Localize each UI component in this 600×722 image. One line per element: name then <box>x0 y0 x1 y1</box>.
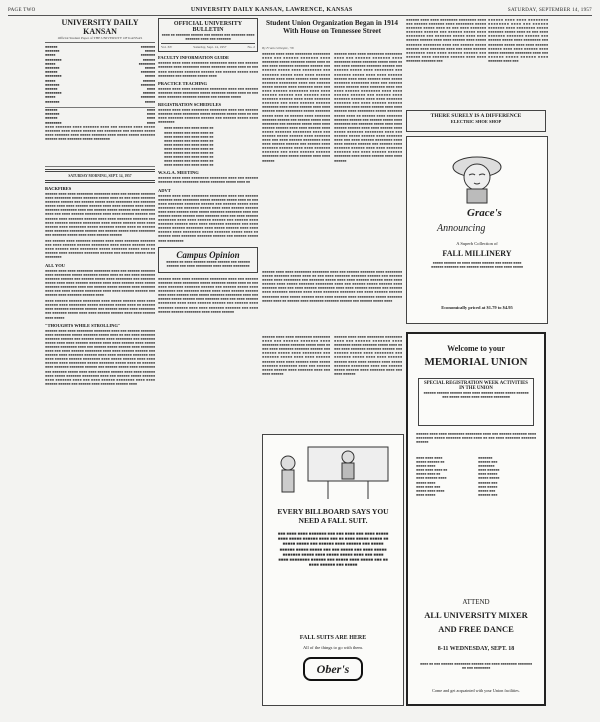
bulletin-section-registration: REGISTRATION SCHEDULES <box>158 102 222 108</box>
billboard-sub: All of the things to go with them. <box>303 645 363 650</box>
obers-billboard-ad: EVERY BILLBOARD SAYS YOU NEED A FALL SUIT. ■■■ ■■■■ ■■■■ ■■■■■■■ ■■■ ■■■ ■■■■ ■■■ ■■■■ ■■■■■ ■■■■ ■■■■■ ■■■■■■ ■■■■ ■■■ ■■ ■■■■ ■■■■■ ■■■■■ ■■ ■■■■■ ■■■■■ ■■■ ■■■■■■ ■■■■ ■■■■■■ ■■■ ■■■■■ ■■■■■■ ■■■■■ ■■■■■ ■■■ ■■■ ■■■■■ ■■■ ■■■■ ■■■■■ ■■■■■■■ ■■■■■ ■■■■ ■■■■■ ■■■■■ ■■■■ ■■■ ■■■■ ■■■■ ■■■■■■■■ ■■■■■■ ■■■ ■■■■■ ■■■■ ■■■■■ ■■■ ■■ ■■■■ ■■■■■■ ■■■ ■■■■■ FALL SUITS ARE HERE All of the things to go with them. Ober's <box>262 434 404 706</box>
shoe-ad-line2: ELECTRIC SHOE SHOP <box>450 119 502 124</box>
union-mixer: ALL UNIVERSITY MIXER <box>424 610 528 620</box>
story-continuation: ■■■■■■ ■■■■ ■■■■ ■■■■■■■■ ■■■■■■■■ ■■■■ ■■■ ■■■■■■ ■■■■■■■ ■■■■ ■■■■■■■■ ■■■■■ ■■■■■■■ ■■■■■ ■■■■ ■■ ■■■ ■■■■ ■■■■■■■ ■■■■■■■ ■■■■■■ ■■■ ■■■■■■ ■■■■■ ■■■■ ■■■■■■■■ ■■■ ■■■■■■■ ■■■■■ ■■■■ ■■■■ ■■■■■■ ■■■■■■ ■■■■ ■■■■ ■■■■■■ ■■■■ ■■■■■ ■■■■■■■ ■■■■■■■■ ■■■■ ■■■ ■■■■■■ ■■■■■ ■■■■■■ ■■■■ ■■■■■■■ ■■■■ ■■■ ■■■■ ■■■■■■ ■■■■■■■■ ■■■■ ■■■■ ■■■■■■ ■■■■■■ ■■■ ■■■■■■ ■■■■ ■■■■■■■ ■■■■■■ ■■■■ ■■■■ ■■■■■■■ ■■■■■■■ ■■■ <box>406 18 486 63</box>
billboard-illustration <box>268 441 398 501</box>
story-lower: ■■■■■■ ■■■■ ■■■■ ■■■■■■■■ ■■■■■■■■ ■■■■ ■■■ ■■■■■■ ■■■■■■■ ■■■■ ■■■■■■■■ ■■■■■ ■■■■■■■ ■■■■■ ■■■■ ■■ ■■■ ■■■■ ■■■■■■■ ■■■■■■■ ■■■■■■ ■■■ ■■■■■■ ■■■■■ ■■■■ ■■■■■■■■ ■■■ ■■■■■■■ ■■■■■ ■■■■ ■■■■ ■■■■■■ ■■■■■■ ■■■■ ■■■■ ■■■■■■ ■■■■ ■■■■■ ■■■■■■■ ■■■■■■■■ ■■■■ ■■■ ■■■■■■ ■■■■■ ■■■■■■ ■■■■ ■■■■■■■ ■■■■ ■■■ ■■■■ ■■■■■■ ■■■■■■ ■■■■ ■■■■ ■■■■■■■■ ■■■■■■■■ ■■■■ ■■■ ■■■■■■ ■■■■■■■ ■■■■ ■■■■■■■■ ■■■■■ ■■■■■■■ ■■■■■ ■■■■ ■■ ■■■ ■■■■ ■■■■■■■ ■■■■■■■ ■■■■■■ ■■■ ■■■■■■ ■■■■■ ■■■■ ■■■■■■■■ ■■■ ■■■■■■■ ■■■■■ ■■■■ ■■■■ ■■■■■■ ■■■■■■ ■■■■ ■■■■ ■■■■■■ ■■■■ ■■■■■ ■■■■■■■ ■■■■■■■■ ■■■■ ■■■ ■■■■■■ ■■■■■ ■■■■■■ ■■■■ ■■■■■■■ ■■■■ ■■■ ■■■■ ■■■■■■ <box>262 335 402 376</box>
union-dance: AND FREE DANCE <box>438 624 514 634</box>
union-special-box: SPECIAL REGISTRATION WEEK ACTIVITIES IN THE UNION ■■■■■■ ■■■■■■ ■■■■■■ ■■■■ ■■■■ ■■■■■■ ■■■■■ ■■■■■ ■■■■■■ ■■■ ■■■■■ ■■■■■ ■■■■ ■■■■■■ ■■■■■■■■ <box>418 378 534 426</box>
editorial-heading-thoughts: "THOUGHTS WHILE STROLLING" <box>45 322 121 328</box>
bulletin-date: Saturday, Sept. 14, 1957 <box>193 45 227 50</box>
campus-opinion-title: Campus Opinion <box>176 249 240 260</box>
billboard-headline: EVERY BILLBOARD SAYS YOU NEED A FALL SUIT. <box>277 507 389 525</box>
union-special: SPECIAL REGISTRATION WEEK ACTIVITIES IN THE UNION <box>424 381 528 391</box>
story-continuation-2: ■■■■■■ ■■■■ ■■■■ ■■■■■■■■ ■■■■■■■■ ■■■■ ■■■ ■■■■■■ ■■■■■■■ ■■■■ ■■■■■■■■ ■■■■■ ■■■■■■■ ■■■■■ ■■■■ ■■ ■■■ ■■■■ ■■■■■■■ ■■■■■■■ ■■■■■■ ■■■ ■■■■■■ ■■■■■ ■■■■ ■■■■■■■■ ■■■ ■■■■■■■ ■■■■■ ■■■■ ■■■■ ■■■■■■ ■■■■■■ ■■■■ ■■■■ ■■■■■■ ■■■■ ■■■■■ ■■■■■■■ ■■■■■■■■ ■■■■ ■■■ ■■■■■■ ■■■■■ ■■■■■■ ■■■■ ■■■■■■■ ■■■■ ■■■ <box>488 18 548 63</box>
story-column: By Frank Gillespie, '58 ■■■■■■ ■■■■ ■■■■ ■■■■■■■■ ■■■■■■■■ ■■■■ ■■■ ■■■■■■ ■■■■■■■ ■■■■ ■■■■■■■■ ■■■■■ ■■■■■■■ ■■■■■ ■■■■ ■■ ■■■ ■■■■ ■■■■■■■ ■■■■■■■ ■■■■■■ ■■■ ■■■■■■ ■■■■■ ■■■■ ■■■■■■■■ ■■■ ■■■■■■■ ■■■■■ ■■■■ ■■■■ ■■■■■■ ■■■■■■ ■■■■ ■■■■ ■■■■■■ ■■■■ ■■■■■ ■■■■■■■ ■■■■■■■■ ■■■■ ■■■ ■■■■■■ ■■■■■ ■■■■■■ ■■■■ ■■■■■■■ ■■■■ ■■■ ■■■■ ■■■■■■ ■■■■■■■■ ■■■■ ■■■■ ■■■■■■ ■■■■■■ ■■■ ■■■■■■ ■■■■ ■■■■■■■ ■■■■■■ ■■■■ ■■■■ ■■■■■■■ ■■■■■■■ ■■■ ■■■■ ■■■■■■ ■■■■■■ ■■■■■■■■ ■■■■ ■■■■■ ■■■■■■ ■■■■ ■■■■ ■■■■■■ ■■■■ ■■■■■■■■ ■■■■■ ■■■■■■■ ■■■■■ ■■■■ ■■ ■■■■■■ ■■■■ ■■■■■■■ ■■■■■■■ ■■■■■■ ■■■ ■■■■■■ ■■■■■ ■■■■ ■■■■■■■■ ■■■ ■■■■■■■ ■■■■■ ■■■■ ■■■■ ■■■■■■ ■■■■■■ ■■■■ ■■■■ ■■■■■■ ■■■■ ■■■■■ ■■■■■■■ ■■■■■■■■ ■■■■ ■■■ ■■■■■■ ■■■■■ ■■■■■■ ■■■■ ■■■■■■■ ■■■■ ■■■ ■■■■ ■■■■■■ ■■■■■■■■ ■■■■ ■■■■ ■■■■■■ ■■■■■■ ■■■ ■■■■■■ ■■■■ ■■■■■■■ ■■■■■■ ■■■■ ■■■■ ■■■■■■■ ■■■■■■■ ■■■ ■■■■ ■■■■■■ ■■■■■■ ■■■■■■■■ ■■■■ ■■■■■ ■■■■■■ ■■■■ ■■■■ ■■■■■■ ■■■■■■ ■■■■ ■■■■ ■■■■■■■■ ■■■■■■■■ ■■■■ ■■■ ■■■■■■ ■■■■■■■ ■■■■ ■■■■■■■■ ■■■■■ ■■■■■■■ ■■■■■ ■■■■ ■■ ■■■ ■■■■ ■■■■■■■ ■■■■■■■ ■■■■■■ ■■■ ■■■■■■ ■■■■■ ■■■■ ■■■■■■■■ ■■■ ■■■■■■■ ■■■■■ ■■■■ ■■■■ ■■■■■■ ■■■■■■ ■■■■ ■■■■ ■■■■■■ ■■■■ ■■■■■ ■■■■■■■ ■■■■■■■■ ■■■■ ■■■ ■■■■■■ ■■■■■ ■■■■■■ ■■■■ ■■■■■■■ ■■■■ ■■■ ■■■■ ■■■■■■ ■■■■■■■■ ■■■■ ■■■■ ■■■■■■ ■■■■■■ ■■■ ■■■■■■ ■■■■ ■■■■■■■ ■■■■■■ ■■■■ ■■■■ ■■■■■■■ ■■■■■■■ ■■■ ■■■■ ■■■■■■ ■■■■■■ ■■■■■■■■ ■■■■ ■■■■■ ■■■■■■ ■■■■ ■■■■ ■■■■■■ ■■■■ ■■■■■■■■ ■■■■■ ■■■■■■■ ■■■■■ ■■■■ ■■ ■■■■■■ ■■■■ ■■■■■■■ ■■■■■■■ ■■■■■■ ■■■ ■■■■■■ ■■■■■ ■■■■ ■■■■■■■■ ■■■ ■■■■■■■ ■■■■■ ■■■■ ■■■■ ■■■■■■ ■■■■■■ ■■■■ ■■■■ ■■■■■■ ■■■■ ■■■■■ ■■■■■■■ ■■■■■■■■ ■■■■ ■■■ ■■■■■■ ■■■■■ ■■■■■■ ■■■■ ■■■■■■■ ■■■■ ■■■ ■■■■ ■■■■■■ ■■■■■■■■ ■■■■ ■■■■ ■■■■■■ ■■■■■■ ■■■ ■■■■■■ ■■■■ ■■■■■■■ ■■■■■■ ■■■■ ■■■■ ■■■■■■■ ■■■■■■■ ■■■ ■■■■ ■■■■■■ ■■■■■■ ■■■■■■■■ ■■■■ ■■■■■ ■■■■■■ ■■■■ ■■■■ ■■■■■■ <box>262 46 402 163</box>
union-activities: ■■■■ ■■■■ ■■■■ ■■■■■ ■■■■■■ ■■ ■■■■■ ■■■■ ■■■■ ■■■■ ■■■■ ■■ ■■■■■ ■■■■ ■■ ■■■■ ■■■■■■ ■■■■ ■■■■■ ■■■■ ■■■■ ■■■■ ■■■ ■■■■■ ■■■■ ■■■■ ■■■■ ■■■■■ ■■■■■■■ ■■■■■■ ■■■ ■■■■■■■■ ■■■■ ■■■■■■ ■■■■ ■■■■■ ■■■■■ ■■■■■ ■■■■■■ ■■■ ■■■■ ■■■■■ ■■■■■ ■■■ ■■■■■■ ■■■ <box>416 456 500 497</box>
official-bulletin-box: OFFICIAL UNIVERSITY BULLETIN ■■■■ ■■ ■■■■■■■ ■■■■■■ ■■■ ■■■■■■ ■■■ ■■■■■■■ ■■■■ ■■■■■■■ ■■■■ ■■■ ■■■■■■■ Vol. XV Saturday, Sept. 14, 1957 No. 2 <box>158 18 258 52</box>
bulletin-section-wsga: W.S.G.A. MEETING <box>158 170 199 176</box>
bulletin-section-practice: PRACTICE TEACHING <box>158 80 208 86</box>
editorial-column: UNIVERSITY DAILY KANSAN Official Student Paper of THE UNIVERSITY OF KANSAS ■■■■■■ ■■■■■■■ ■■■■■■■ ■■■■■ ■■■■■ ■■■■■■■ ■■■■■■■■ ■■■■■■ ■■■■■ ■■■■■■■■ ■■■■■■■ ■■■■■ ■■■■■■ ■■■■■■■ ■■■■■■■■ ■■■■■ ■■■■■ ■■■■■■ ■■■■■■■ ■■■■■■■ ■■■■■■ ■■■■ ■■■■■■■■ ■■■■■■ ■■■■■ ■■■■■■■ ■■■■■■■ ■■■■■ ■■■■■■ ■■■■ ■■■■■■■ ■■■■ ■■■■■■ ■■■■ ■■■■■■■■ ■■■■ ■■■■ ■■■■■■■ ■■■■ ■■■■■■■ ■■■■ ■■■ ■■■■■■ ■■■■ ■■■■■ ■■■■■■■ ■■■■ ■■■■■ ■■■■■■ ■■■ ■■■■■■■■ ■■■ ■■■■■■ ■■■■■ ■■■■ ■■■■■■■ ■■■■ ■■■■■ ■■■■■■■ ■■■■ ■■■■■ ■■■■■ ■■■■■■■ ■■■■■■ ■■■■ ■■■■■■■ ■■■■■ ■■■■■■■■ SATURDAY MORNING, SEPT. 14, 1957 BACKFIRES ■■■■■■ ■■■■ ■■■■ ■■■■■■■■ ■■■■■■■■ ■■■■ ■■■ ■■■■■■ ■■■■■■■ ■■■■ ■■■■■■■■ ■■■■■ ■■■■■■■ ■■■■■ ■■■■ ■■ ■■■ ■■■■ ■■■■■■■ ■■■■■■■ ■■■■■■ ■■■ ■■■■■■ ■■■■■ ■■■■ ■■■■■■■■ ■■■ ■■■■■■■ ■■■■■ ■■■■ ■■■■ ■■■■■■ ■■■■■■ ■■■■ ■■■■ ■■■■■■ ■■■■ ■■■■■ ■■■■■■■ ■■■■■■■■ ■■■■ ■■■ ■■■■■■ ■■■■■ ■■■■■■ ■■■■ ■■■■■■■ ■■■■ ■■■ ■■■■ ■■■■■■ ■■■■■■■■ ■■■■ ■■■■ ■■■■■■ ■■■■■■ ■■■ ■■■■■■ ■■■■ ■■■■■■■ ■■■■■■ ■■■■ ■■■■ ■■■■■■■ ■■■■■■■ ■■■ ■■■■ ■■■■■■ ■■■■■■ ■■■■■■■■ ■■■■ ■■■■■ ■■■■■■ ■■■■ ■■■■ ■■■■■■ ■■■■ ■■■■■■■■ ■■■■■ ■■■■■■■ ■■■■■ ■■■■ ■■ ■■■■■■ ■■■■ ■■■■■■■ ■■■■■■■ ■■■■■■ ■■■ ■■■■■■ ■■■■■ ■■■■ ■■■■■■■■ ■■■ ■■■■■■■ ■■■■■ ■■■■ ■■■■ ■■■■■■ ■■■■■■ ■■■ ■■■■■■ ■■■■ ■■■■■■■ ■■■■■■ ■■■■ ■■■■ ■■■■■■■ ■■■■■■■ ■■■ ■■■■ ■■■■■■ ■■■■■■ ■■■■■■■■ ■■■■ ■■■■■ ■■■■■■ ■■■■ ■■■■ ■■■■■■ ■■■■ ■■■■■■■■ ■■■■■ ■■■■■■■ ■■■■■ ■■■■ ■■ ■■■■■■ ■■■■ ■■■■■■■ ■■■■■■■ ■■■■■■ ■■■ ■■■■■■ ■■■■■ ■■■■ ■■■■■■■■ ALL YOU ■■■■■■ ■■■■ ■■■■ ■■■■■■■■ ■■■■■■■■ ■■■■ ■■■ ■■■■■■ ■■■■■■■ ■■■■ ■■■■■■■■ ■■■■■ ■■■■■■■ ■■■■■ ■■■■ ■■ ■■■ ■■■■ ■■■■■■■ ■■■■■■■ ■■■■■■ ■■■ ■■■■■■ ■■■■■ ■■■■ ■■■■■■■■ ■■■ ■■■■■■■ ■■■■■ ■■■■ ■■■■ ■■■■■■ ■■■■■■ ■■■■ ■■■■ ■■■■■■ ■■■■ ■■■■■ ■■■■■■■ ■■■■■■■■ ■■■■ ■■■ ■■■■■■ ■■■■■ ■■■■■■ ■■■■ ■■■■■■■ ■■■■ ■■■ ■■■■ ■■■■■■ ■■■■■■■■ ■■■■ ■■■■ ■■■■■■ ■■■■■■ ■■■ ■■■■■■ ■■■■ ■■■■■■■ ■■■■■■ ■■■■ ■■■■ ■■■■■■ ■■■■■■ ■■■■■■■■ ■■■■ ■■■■■ ■■■■■■ ■■■■ ■■■■ ■■■■■■ ■■■■ ■■■■■■■■ ■■■■■ ■■■■■■■ ■■■■■ ■■■■ ■■ ■■■■■■ ■■■■ ■■■■■■■ ■■■■■■■ ■■■■■■ ■■■ ■■■■■■ ■■■■■ ■■■■ ■■■■■■■■ ■■■ ■■■■■■■ ■■■■■ ■■■■ ■■■■ ■■■■■■ ■■■■■■ ■■■■ ■■■■ ■■■■■■ ■■■■ ■■■■■ "THOUGHTS WHILE STROLLING" ■■■■■■ ■■■■ ■■■■ ■■■■■■■■ ■■■■■■■■ ■■■■ ■■■ ■■■■■■ ■■■■■■■ ■■■■ ■■■■■■■■ ■■■■■ ■■■■■■■ ■■■■■ ■■■■ ■■ ■■■ ■■■■ ■■■■■■■ ■■■■■■■ ■■■■■■ ■■■ ■■■■■■ ■■■■■ ■■■■ ■■■■■■■■ ■■■ ■■■■■■■ ■■■■■ ■■■■ ■■■■ ■■■■■■ ■■■■■■ ■■■■ ■■■■ ■■■■■■ ■■■■ ■■■■■ ■■■■■■■ ■■■■■■■■ ■■■■ ■■■ ■■■■■■ ■■■■■ ■■■■■■ ■■■■ ■■■■■■■ ■■■■ ■■■ ■■■■ ■■■■■■ ■■■■■■■■ ■■■■ ■■■■ ■■■■■■ ■■■■■■ ■■■ ■■■■■■ ■■■■ ■■■■■■■ ■■■■■■ ■■■■ ■■■■ ■■■■■■■ ■■■■■■■ ■■■ ■■■■ ■■■■■■ ■■■■■■ ■■■■■■■■ ■■■■ ■■■■■ ■■■■■■ ■■■■ ■■■■ ■■■■■■ ■■■■ ■■■■■■■■ ■■■■■ ■■■■■■■ ■■■■■ ■■■■ ■■ ■■■■■■ ■■■■ ■■■■■■■ ■■■■■■■ ■■■■■■ ■■■ ■■■■■■ ■■■■■ ■■■■ ■■■■■■■■ ■■■ ■■■■■■■ ■■■■■ ■■■■ ■■■■ ■■■■■■ ■■■■■■ ■■■■ ■■■■ ■■■■■■ ■■■■ ■■■■■ ■■■■■■■ ■■■■■■■■ ■■■■ ■■■ ■■■■■■ ■■■■■ ■■■■■■ ■■■■ ■■■■■■■ ■■■■ ■■■ ■■■■ ■■■■■■ ■■■■■■■■ ■■■■ ■■■■ ■■■■■■ ■■■■■■ ■■■ ■■■■■■ ■■■■ ■■■■■■■ ■■■■■■ ■■■■ <box>45 18 155 386</box>
bulletin-title: OFFICIAL UNIVERSITY BULLETIN <box>173 21 243 33</box>
page-number: PAGE TWO <box>8 7 36 13</box>
telephone-box: ■■■■■■ ■■■■ ■■■■■■■ ■■■■ ■■■■■■ ■■■■ ■■■■■■■■ ■■■■ ■■■■ ■■■■■■■ ■■■■ ■■■■■■■ ■■■■ ■■■ ■■■■■■ ■■■■ ■■■■■ ■■■■■■■ ■■■■ ■■■■■ ■■■■■■ ■■■ ■■■■■■■■ ■■■ ■■■■■■ ■■■■■ ■■■■ ■■■■■■■ ■■■■ ■■■■■ ■■■■■■■ ■■■■ ■■■■■ ■■■■■ ■■■■■■■ ■■■■■■ ■■■■ ■■■■■■■ ■■■■■ ■■■■■■■■ <box>45 108 155 167</box>
obers-logo: Ober's <box>303 657 363 681</box>
union-title: MEMORIAL UNION <box>424 356 528 368</box>
editorial-heading-backfires: BACKFIRES <box>45 186 72 191</box>
story-headline: Student Union Organization Began in 1914 With House on Tennessee Street <box>266 19 398 35</box>
millinery-ad: Grace's Announcing A Superb Collection of FALL MILLINERY ■■■■■ ■■■■■■ ■■ ■■■■ ■■■■■ ■■■■■■ ■■■ ■■■■■ ■■■■ ■■■■■■ ■■■■■■■ ■■■ ■■■■■■ ■■■■■■■ ■■■■ ■■■■ ■■■■■ Economically priced at $1.79 to $4.95 <box>406 136 548 324</box>
bulletin-number: No. 2 <box>247 45 255 50</box>
billboard-footer: FALL SUITS ARE HERE <box>299 635 367 641</box>
date-line: SATURDAY MORNING, SEPT. 14, 1957 <box>68 174 132 178</box>
shoe-shop-ad <box>406 110 546 132</box>
bulletin-section-advt: ADVT <box>158 187 171 193</box>
editorial-body: ■■■■■■ ■■■■ ■■■■ ■■■■■■■■ ■■■■■■■■ ■■■■ ■■■ ■■■■■■ ■■■■■■■ ■■■■ ■■■■■■■■ ■■■■■ ■■■■■■■ ■■■■■ ■■■■ ■■ ■■■ ■■■■ ■■■■■■■ ■■■■■■■ ■■■■■■ ■■■ ■■■■■■ ■■■■■ ■■■■ ■■■■■■■■ ■■■ ■■■■■■■ ■■■■■ ■■■■ ■■■■ ■■■■■■ ■■■■■■ ■■■■ ■■■■ ■■■■■■ ■■■■ ■■■■■ ■■■■■■■ ■■■■■■■■ ■■■■ ■■■ ■■■■■■ ■■■■■ ■■■■■■ ■■■■ ■■■■■■■ ■■■■ ■■■ ■■■■ ■■■■■■ ■■■■■■■■ ■■■■ ■■■■ ■■■■■■ ■■■■■■ ■■■ ■■■■■■ ■■■■ ■■■■■■■ ■■■■■■ ■■■■ ■■■■ ■■■■■■■ ■■■■■■■ ■■■ ■■■■ ■■■■■■ ■■■■■■ ■■■■■■■■ ■■■■ ■■■■■ ■■■■■■ ■■■■ ■■■■ ■■■■■■ ■■■■ ■■■■■■■■ ■■■■■ ■■■■■■■ ■■■■■ ■■■■ ■■ ■■■■■■ ■■■■ ■■■■■■■ ■■■■■■■ ■■■■■■ ■■■ ■■■■■■ ■■■■■ ■■■■ ■■■■■■■■ ■■■ ■■■■■■■ ■■■■■ ■■■■ ■■■■ ■■■■■■ ■■■■■■ <box>45 192 155 237</box>
story-bottom: ■■■■■■ ■■■■ ■■■■ ■■■■■■■■ ■■■■■■■■ ■■■■ ■■■ ■■■■■■ ■■■■■■■ ■■■■ ■■■■■■■■ ■■■■■ ■■■■■■■ ■■■■■ ■■■■ ■■ ■■■ ■■■■ ■■■■■■■ ■■■■■■■ ■■■■■■ ■■■ ■■■■■■ ■■■■■ ■■■■ ■■■■■■■■ ■■■ ■■■■■■■ ■■■■■ ■■■■ ■■■■ ■■■■■■ ■■■■■■ ■■■■ ■■■■ ■■■■■■ ■■■■ ■■■■■ ■■■■■■■ ■■■■■■■■ ■■■■ ■■■ ■■■■■■ ■■■■■ ■■■■■■ ■■■■ ■■■■■■■ ■■■■ ■■■ ■■■■ ■■■■■■ ■■■■■■■■ ■■■■ ■■■■ ■■■■■■ ■■■■■■ ■■■ ■■■■■■ ■■■■ ■■■■■■■ ■■■■■■ ■■■■ ■■■■ ■■■■■■■ ■■■■■■■ ■■■ ■■■■ ■■■■■■ ■■■■■■ ■■■■■■■■ ■■■■ ■■■■■ ■■■■■■ ■■■■ ■■■■ ■■■■■■ ■■■■ ■■■■■■■■ ■■■■■ ■■■■■■■ ■■■■■ ■■■■ ■■ ■■■■■■ ■■■■ ■■■■■■■ ■■■■■■■ ■■■■■■ ■■■ ■■■■■■ ■■■■■ ■■■■ <box>262 270 402 303</box>
millinery-brand: Grace's <box>467 207 502 219</box>
divider <box>45 42 155 43</box>
staff-box: ■■■■■■ ■■■■■■■ ■■■■■■■ ■■■■■ ■■■■■ ■■■■■■■ ■■■■■■■■ ■■■■■■ ■■■■■ ■■■■■■■■ ■■■■■■■ ■■■■■ ■■■■■■ ■■■■■■■ ■■■■■■■■ ■■■■■ ■■■■■ ■■■■■■ ■■■■■■■ ■■■■■■■ ■■■■■■ ■■■■ ■■■■■■■■ ■■■■■■ ■■■■■ ■■■■■■■ ■■■■■■■ ■■■■■ <box>45 45 155 108</box>
story-byline: By Frank Gillespie, '58 <box>262 46 294 50</box>
campus-opinion-box: Campus Opinion ■■■■■■ ■■ ■■■■ ■■■■■■ ■■■■■ ■■■■■■ ■■■ ■■■■■■ ■■■■■■ ■■■ ■■■■ ■■■■■■■■ ■■■■ ■■■■■ ■■■■■■■■ <box>158 247 258 273</box>
masthead-subtitle: Official Student Paper of THE UNIVERSITY OF KANSAS <box>57 36 143 40</box>
union-attend: ATTEND <box>462 598 490 606</box>
editorial-heading-all-you: ALL YOU <box>45 262 65 268</box>
page-header <box>8 5 592 16</box>
memorial-union-ad: Welcome to your MEMORIAL UNION SPECIAL REGISTRATION WEEK ACTIVITIES IN THE UNION ■■■■■■ ■■■■■■ ■■■■■■ ■■■■ ■■■■ ■■■■■■ ■■■■■ ■■■■■ ■■■■■■ ■■■ ■■■■■ ■■■■■ ■■■■ ■■■■■■ ■■■■■■■■ ■■■■■■ ■■■■ ■■■■ ■■■■■■■■ ■■■■■■■■ ■■■■ ■■■ ■■■■■■ ■■■■■■■ ■■■■ ■■■■■■■■ ■■■■■ ■■■■■■■ ■■■■■ ■■■■ ■■ ■■■ ■■■■ ■■■■■■■ ■■■■■■■ ■■■■■■ ■■■■ ■■■■ ■■■■ ■■■■■ ■■■■■■ ■■ ■■■■■ ■■■■ ■■■■ ■■■■ ■■■■ ■■ ■■■■■ ■■■■ ■■ ■■■■ ■■■■■■ ■■■■ ■■■■■ ■■■■ ■■■■ ■■■■ ■■■ ■■■■■ ■■■■ ■■■■ ■■■■ ■■■■■ ■■■■■■■ ■■■■■■ ■■■ ■■■■■■■■ ■■■■ ■■■■■■ ■■■■ ■■■■■ ■■■■■ ■■■■■ ■■■■■■ ■■■ ■■■■ ■■■■■ ■■■■■ ■■■ ■■■■■■ ■■■ ATTEND ALL UNIVERSITY MIXER AND FREE DANCE 8-11 WEDNESDAY, SEPT. 18 ■■■■ ■■ ■■■ ■■■■■■ ■■■■■■■■ ■■■■■■ ■■■ ■■■■ ■■■■■■■■ ■■■■■■■ ■■ ■■■ ■■■■■■■■ Come and get acquainted with your Union facilities. <box>406 332 546 706</box>
issue-date: SATURDAY, SEPTEMBER 14, 1957 <box>507 7 592 13</box>
millinery-subhead: A Superb Collection of <box>456 241 498 246</box>
union-when: 8-11 WEDNESDAY, SEPT. 18 <box>437 646 515 652</box>
bulletin-section-faculty: FACULTY INFORMATION GUIDE <box>158 55 230 61</box>
woman-hat-illustration <box>447 145 507 205</box>
millinery-headline: FALL MILLINERY <box>442 249 512 258</box>
bulletin-volume: Vol. XV <box>161 45 173 50</box>
millinery-price: Economically priced at $1.79 to $4.95 <box>441 305 513 310</box>
millinery-announcing: Announcing <box>437 223 486 234</box>
bulletin-column: OFFICIAL UNIVERSITY BULLETIN ■■■■ ■■ ■■■■■■■ ■■■■■■ ■■■ ■■■■■■ ■■■ ■■■■■■■ ■■■■ ■■■■■■■ ■■■■ ■■■ ■■■■■■■ Vol. XV Saturday, Sept. 14, 1957 No. 2 FACULTY INFORMATION GUIDE ■■■■■■ ■■■■ ■■■■ ■■■■■■■■ ■■■■■■■■ ■■■■ ■■■ ■■■■■■ ■■■■■■■ ■■■■ ■■■■■■■■ ■■■■■ ■■■■■■■ ■■■■■ ■■■■ ■■ ■■■ ■■■■ ■■■■■■■ ■■■■■■■ ■■■■■■ ■■■ ■■■■■■ ■■■■■ ■■■■ ■■■■■■■■ ■■■ ■■■■■■■ ■■■■■ ■■■■ PRACTICE TEACHING ■■■■■■ ■■■■ ■■■■ ■■■■■■■■ ■■■■■■■■ ■■■■ ■■■ ■■■■■■ ■■■■■■■ ■■■■ ■■■■■■■■ ■■■■■ ■■■■■■■ ■■■■■ ■■■■ ■■ ■■■ ■■■■ ■■■■■■■ ■■■■■■■ ■■■■■■ ■■■ ■■■■■■ ■■■■■ REGISTRATION SCHEDULES ■■■■■■ ■■■■ ■■■■ ■■■■■■■■ ■■■■■■■■ ■■■■ ■■■ ■■■■■■ ■■■■■■■ ■■■■ ■■■■■■■■ ■■■■■ ■■■■■■■ ■■■■■ ■■■■ ■■ ■■■ ■■■■ ■■■■■■■ ■■■■■■■ ■■■■■■ ■■■ ■■■■■■ ■■■■■ ■■■■ ■■■■■■■■ ■■■■ ■■■■■ ■■■ ■■■■ ■■■■ ■■ ■■■■ ■■■■■ ■■■ ■■■■ ■■■■ ■■ ■■■■ ■■■■■ ■■■ ■■■■ ■■■■ ■■ ■■■■ ■■■■■ ■■■ ■■■■ ■■■■ ■■ ■■■■ ■■■■■ ■■■ ■■■■ ■■■■ ■■ ■■■■ ■■■■■ ■■■ ■■■■ ■■■■ ■■ ■■■■ ■■■■■ ■■■ ■■■■ ■■■■ ■■ ■■■■ ■■■■■ ■■■ ■■■■ ■■■■ ■■ ■■■■ ■■■■■ ■■■ ■■■■ ■■■■ ■■ ■■■■ ■■■■■ ■■■ ■■■■ ■■■■ ■■ W.S.G.A. MEETING ■■■■■■ ■■■■ ■■■■ ■■■■■■■■ ■■■■■■■■ ■■■■ ■■■ ■■■■■■ ■■■■■■■ ■■■■ ■■■■■■■■ ■■■■■ ■■■■■■■ ■■■■■ ■■■■ ■■ ADVT ■■■■■■ ■■■■ ■■■■ ■■■■■■■■ ■■■■■■■■ ■■■■ ■■■ ■■■■■■ ■■■■■■■ ■■■■ ■■■■■■■■ ■■■■■ ■■■■■■■ ■■■■■ ■■■■ ■■ ■■■ ■■■■ ■■■■■■■ ■■■■■■■ ■■■■■■ ■■■ ■■■■■■ ■■■■■ ■■■■ ■■■■■■■■ ■■■ ■■■■■■■ ■■■■■ ■■■■ ■■■■ ■■■■■■ ■■■■■■ ■■■■ ■■■■ ■■■■■■ ■■■■ ■■■■■ ■■■■■■■ ■■■■■■■■ ■■■■ ■■■ ■■■■■■ ■■■■■ ■■■■■■ ■■■■ ■■■■■■■ ■■■■ ■■■ ■■■■ ■■■■■■ ■■■■■■■■ ■■■■ ■■■■ ■■■■■■ ■■■■■■ ■■■ ■■■■■■ ■■■■ ■■■■■■■ ■■■■■■ ■■■■ ■■■■ ■■■■■■■ ■■■■■■■ ■■■ ■■■■ ■■■■■■ ■■■■■■ ■■■■■■■■ ■■■■ ■■■■■ ■■■■■■ ■■■■ ■■■■ ■■■■■■ ■■■■ ■■■■■■■■ ■■■■■ ■■■■■■■ ■■■■■ ■■■■ ■■ ■■■■■■ ■■■■ ■■■■■■■ ■■■■■■■ ■■■■■■ ■■■ ■■■■■■ ■■■■■ ■■■■ ■■■■■■■■ Campus Opinion ■■■■■■ ■■ ■■■■ ■■■■■■ ■■■■■ ■■■■■■ ■■■ ■■■■■■ ■■■■■■ ■■■ ■■■■ ■■■■■■■■ ■■■■ ■■■■■ ■■■■■■■■ ■■■■■■ ■■■■ ■■■■ ■■■■■■■■ ■■■■■■■■ ■■■■ ■■■ ■■■■■■ ■■■■■■■ ■■■■ ■■■■■■■■ ■■■■■ ■■■■■■■ ■■■■■ ■■■■ ■■ ■■■ ■■■■ ■■■■■■■ ■■■■■■■ ■■■■■■ ■■■ ■■■■■■ ■■■■■ ■■■■ ■■■■■■■■ ■■■ ■■■■■■■ ■■■■■ ■■■■ ■■■■ ■■■■■■ ■■■■■■ ■■■■ ■■■■ ■■■■■■ ■■■■ ■■■■■ ■■■■■■■ ■■■■■■■■ ■■■■ ■■■ ■■■■■■ ■■■■■ ■■■■■■ ■■■■ ■■■■■■■ ■■■■ ■■■ ■■■■ ■■■■■■ ■■■■■■■■ ■■■■ ■■■■ ■■■■■■ ■■■■■■ ■■■ ■■■■■■ ■■■■ ■■■■■■■ ■■■■■■ ■■■■ ■■■■ ■■■■■■■ ■■■■■■■ ■■■ ■■■■ ■■■■■■ ■■■■■■ ■■■■■■■■ ■■■■ ■■■■■ ■■■■■■ <box>158 18 258 708</box>
union-welcome: Welcome to your <box>447 344 505 353</box>
paper-title: UNIVERSITY DAILY KANSAN, LAWRENCE, KANSAS <box>190 7 353 13</box>
shoe-ad-line1: THERE SURELY IS A DIFFERENCE <box>430 113 522 119</box>
masthead-title: UNIVERSITY DAILY KANSAN <box>61 18 139 36</box>
union-bottom: Come and get acquainted with your Union facilities. <box>432 688 520 693</box>
